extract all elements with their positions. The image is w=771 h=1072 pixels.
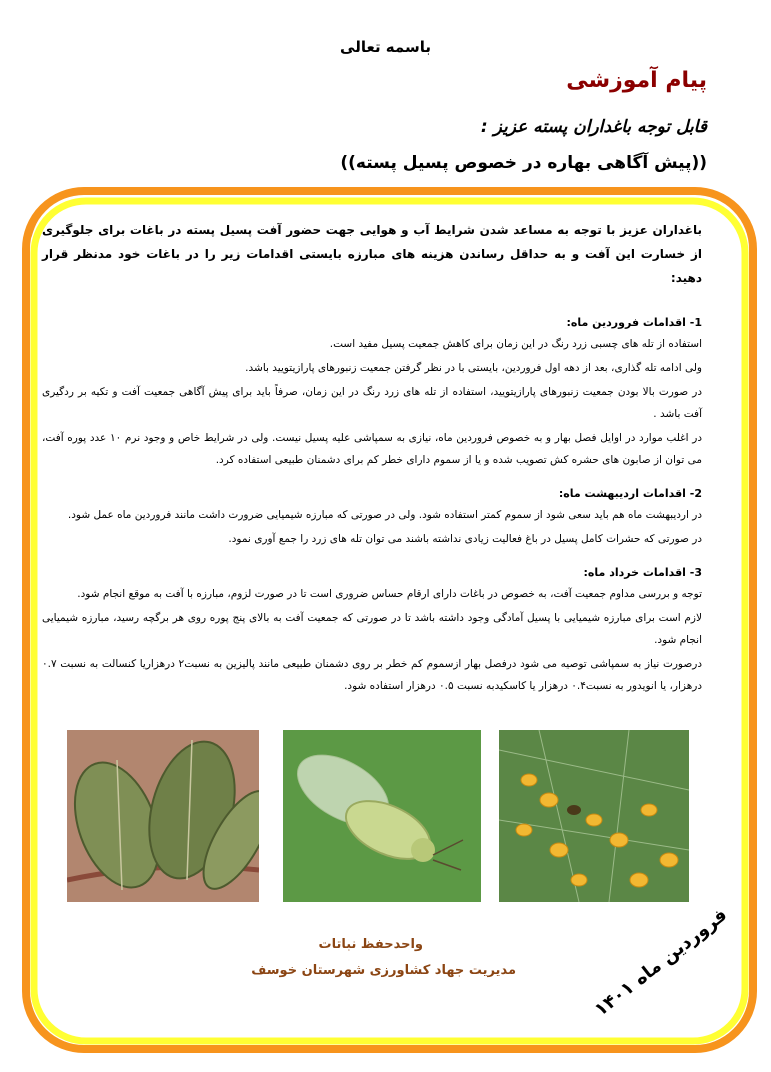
section-title: 1- اقدامات فروردین ماه: (566, 316, 702, 329)
section-khordad (42, 566, 702, 697)
pistachio-leaf-photo (67, 730, 259, 902)
paragraph: در اغلب موارد در اوایل فصل بهار و به خصوص فروردین ماه، نیازی به سمپاشی علیه پسیل نیست. ولی در شرایط خاص و وجود نرم ۱۰ عدد پوره آفت، می توان از صابون های حشره کش تصویب شده و یا از سموم دارای خطر کم برای دشمنان طبیعی استفاده کرد. (42, 432, 702, 466)
paragraph: توجه و بررسی مداوم جمعیت آفت، به خصوص در باغات دارای ارقام حساس ضروری است تا در صورت لزوم، مبارزه با آفت به موقع انجام شود. (77, 588, 702, 600)
paragraph: درصورت نیاز به سمپاشی توصیه می شود درفصل بهار ازسموم کم خطر بر روی دشمنان طبیعی مانند پالیزین به نسبت۲ درهزاریا کنسالت به نسبت ۰.۷ درهزار، یا انویدور به نسبت۰.۴ درهزار یا کاسکیدبه نسبت ۰.۵ درهزار استفاده شود. (42, 658, 702, 692)
date-stamp: فروردین ماه ۱۴۰۱ (590, 904, 732, 1021)
bismillah-heading: باسمه تعالی (340, 38, 431, 56)
page-title: پیام آموزشی (566, 68, 707, 93)
paragraph: در اردیبهشت ماه هم باید سعی شود از سموم کمتر استفاده شود. ولی در صورتی که مبارزه شیمیایی ضرورت داشت مانند فروردین ماه عمل شود. (67, 509, 702, 521)
page-topic: ((پیش آگاهی بهاره در خصوص پسیل پسته)) (340, 153, 707, 173)
page-subtitle: قابل توجه باغداران پسته عزیز : (480, 117, 707, 137)
section-title: 3- اقدامات خرداد ماه: (583, 566, 702, 579)
section-farvardin (42, 316, 702, 471)
psylla-insect-photo (283, 730, 481, 902)
section-ordibehesht (42, 487, 702, 550)
intro-paragraph: باغداران عزیز با توجه به مساعد شدن شرایط آب و هوایی جهت حضور آفت پسیل پسته در باغات برای جلوگیری از خسارت این آفت و به حداقل رساندن هزینه های مبارزه بایستی اقدامات زیر را در باغات خود مدنظر قرار دهید: (42, 223, 702, 285)
paragraph: در صورتی که حشرات کامل پسیل در باغ فعالیت زیادی نداشته باشند می توان تله های زرد را جمع آوری نمود. (228, 533, 702, 545)
footer-organization: مدیریت جهاد کشاورزی شهرستان خوسف (251, 963, 516, 978)
footer-unit: واحدحفظ نباتات (318, 937, 423, 952)
psylla-nymphs-photo (499, 730, 689, 902)
paragraph: ولی ادامه تله گذاری، بعد از دهه اول فروردین، بایستی با در نظر گرفتن جمعیت زنبورهای پارازیتویید باشد. (245, 362, 702, 374)
main-content (42, 218, 702, 713)
section-title: 2- اقدامات اردیبهشت ماه: (558, 487, 702, 500)
paragraph: استفاده از تله های چسبی زرد رنگ در این زمان برای کاهش جمعیت پسیل مفید است. (329, 338, 702, 350)
paragraph: لازم است برای مبارزه شیمیایی با پسیل آمادگی وجود داشته باشد تا در صورتی که جمعیت آفت به بالای پنج پوره روی هر برگچه رسید، مبارزه شیمیایی انجام شود. (42, 612, 702, 646)
paragraph: در صورت بالا بودن جمعیت زنبورهای پارازیتویید، استفاده از تله های زرد رنگ در این زمان، صرفاً باید برای پیش آگاهی جمعیت آفت و تکیه بر ردگیری آفت باشد . (42, 386, 702, 420)
